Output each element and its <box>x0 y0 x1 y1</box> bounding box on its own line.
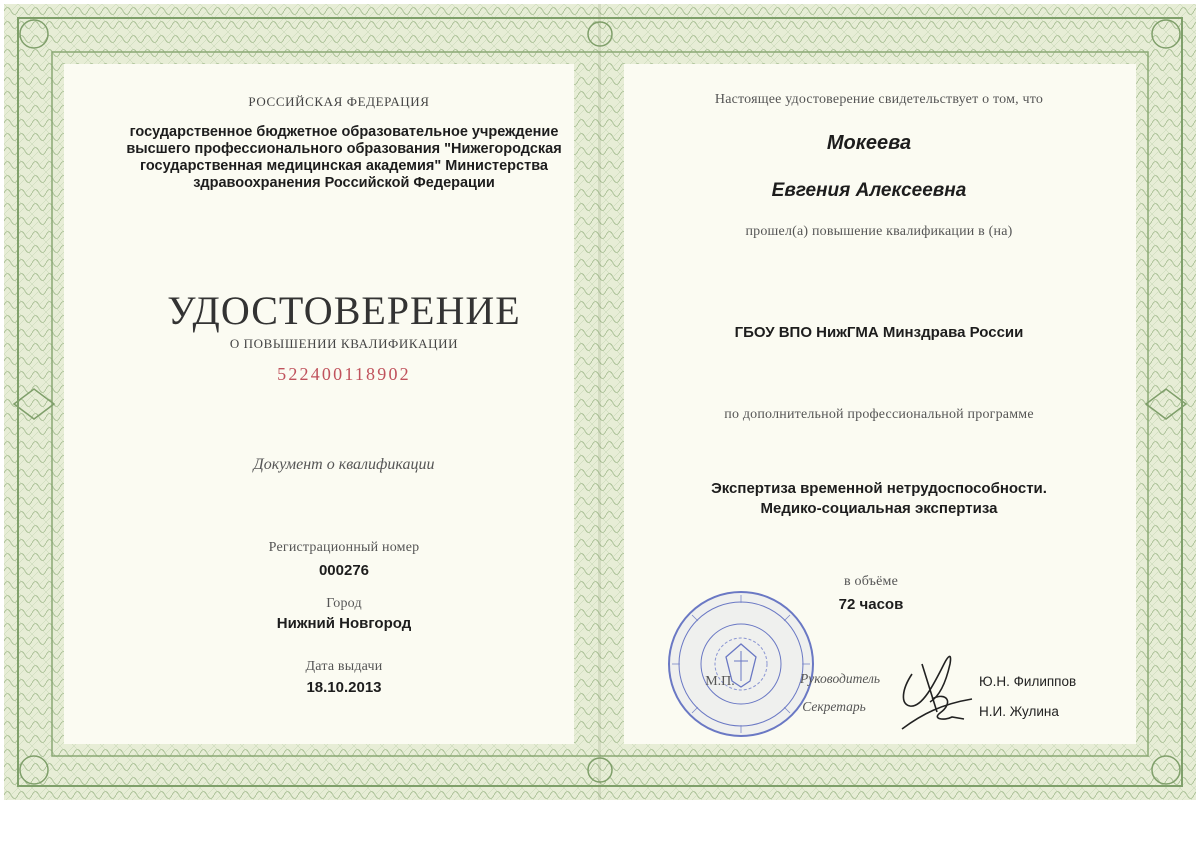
passed-text: прошел(а) повышение квалификации в (на) <box>745 224 1013 239</box>
issue-date-label: Дата выдачи <box>305 659 383 674</box>
surname: Мокеева <box>826 132 912 154</box>
certificate-sheet <box>4 4 1196 800</box>
document-subtitle: О ПОВЫШЕНИИ КВАЛИФИКАЦИИ <box>229 336 459 351</box>
program-title-line1: Экспертиза временной нетрудоспособности. <box>711 480 1047 497</box>
registration-number: 000276 <box>318 562 370 579</box>
head-name: Ю.Н. Филиппов <box>979 674 1077 689</box>
secretary-name: Н.И. Жулина <box>979 704 1059 719</box>
serial-number: 522400118902 <box>277 364 411 384</box>
program-label: по дополнительной профессиональной программе <box>724 407 1034 422</box>
city-value: Нижний Новгород <box>276 615 412 632</box>
document-type: Документ о квалификации <box>253 456 435 473</box>
city-label: Город <box>326 596 362 611</box>
program-title-line2: Медико-социальная экспертиза <box>760 500 998 517</box>
stamp-mark: М.П. <box>705 674 735 689</box>
issue-date: 18.10.2013 <box>306 679 382 696</box>
document-title: УДОСТОВЕРЕНИЕ <box>167 288 521 333</box>
head-label: Руководитель <box>799 671 881 686</box>
volume-value: 72 часов <box>838 596 904 613</box>
intro-text: Настоящее удостоверение свидетельствует о том, что <box>714 92 1044 107</box>
volume-label: в объёме <box>843 574 898 589</box>
given-name: Евгения Алексеевна <box>771 180 967 201</box>
secretary-signature <box>922 689 982 729</box>
secretary-label: Секретарь <box>802 699 866 714</box>
institution-name: ГБОУ ВПО НижГМА Минздрава России <box>734 324 1024 341</box>
registration-label: Регистрационный номер <box>268 540 420 555</box>
organization-name: государственное бюджетное образовательное учреждение высшего профессионального образования "Нижегородская государственная медицинская академия" Министерства здравоохранения Российской Федерации <box>126 124 562 191</box>
country-label: РОССИЙСКАЯ ФЕДЕРАЦИЯ <box>248 94 430 109</box>
official-stamp <box>666 589 816 739</box>
